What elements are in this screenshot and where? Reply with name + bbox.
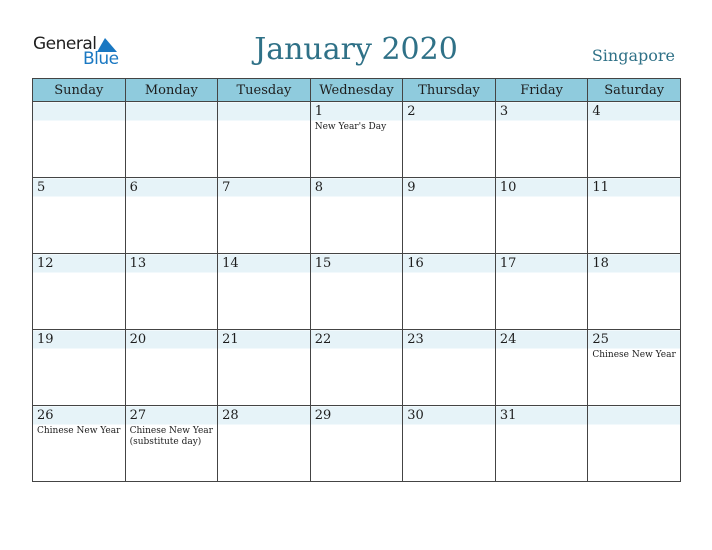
holiday-label <box>33 196 125 198</box>
day-number: 31 <box>499 408 517 423</box>
day-number: 15 <box>314 256 332 271</box>
day-number: 2 <box>407 104 416 119</box>
day-cell <box>588 178 681 254</box>
day-cell <box>33 406 126 482</box>
day-number: 14 <box>222 256 239 271</box>
day-cell <box>33 102 126 178</box>
day-cell <box>125 178 218 254</box>
day-number: 23 <box>407 332 424 347</box>
holiday-label <box>496 120 588 122</box>
week-row-1 <box>33 102 681 178</box>
holiday-label <box>33 120 125 122</box>
holiday-label <box>403 196 495 198</box>
holiday-label <box>403 424 495 426</box>
day-cell <box>218 102 311 178</box>
holiday-label: Chinese New Year (substitute day) <box>129 426 213 447</box>
day-cell <box>218 330 311 406</box>
week-row-3 <box>33 254 681 330</box>
week-row-4 <box>33 330 681 406</box>
holiday-label <box>311 424 403 426</box>
day-number: 5 <box>37 180 46 195</box>
day-cell <box>495 406 588 482</box>
day-number: 21 <box>222 332 239 347</box>
day-number <box>218 102 310 120</box>
day-cell <box>218 406 311 482</box>
day-number: 3 <box>499 104 509 119</box>
day-number: 11 <box>592 180 609 195</box>
day-number: 19 <box>37 332 54 347</box>
day-number: 4 <box>592 104 601 119</box>
day-number: 9 <box>407 180 416 195</box>
day-number: 18 <box>592 256 609 271</box>
day-cell <box>125 330 218 406</box>
holiday-label <box>311 272 403 274</box>
day-cell <box>403 102 496 178</box>
holiday-label: Chinese New Year <box>37 426 121 436</box>
calendar-title: January 2020 <box>254 32 458 67</box>
weekday-header-tuesday: Tuesday <box>218 79 311 102</box>
day-number: 20 <box>129 332 147 347</box>
day-number: 8 <box>314 180 323 195</box>
holiday-label: Chinese New Year <box>592 350 676 360</box>
holiday-label <box>588 120 680 122</box>
day-number: 29 <box>314 408 332 423</box>
day-number: 1 <box>314 104 323 119</box>
holiday-label <box>588 272 680 274</box>
day-number: 6 <box>129 180 138 195</box>
holiday-label <box>403 272 495 274</box>
holiday-label <box>496 196 588 198</box>
day-cell <box>310 254 403 330</box>
day-number: 12 <box>37 256 54 271</box>
day-number: 26 <box>37 408 54 423</box>
holiday-label <box>588 196 680 198</box>
logo-word-general: General <box>33 34 97 54</box>
logo-word-blue: Blue <box>83 49 119 69</box>
day-cell <box>403 330 496 406</box>
day-cell <box>310 102 403 178</box>
calendar-grid <box>32 78 681 482</box>
weekday-header-saturday: Saturday <box>588 79 681 102</box>
holiday-label <box>33 348 125 350</box>
country-label: Singapore <box>591 46 675 65</box>
holiday-label <box>218 120 310 122</box>
day-cell <box>403 406 496 482</box>
weekday-header-thursday: Thursday <box>403 79 496 102</box>
holiday-label: New Year's Day <box>314 122 387 132</box>
holiday-label <box>126 120 218 122</box>
day-number: 10 <box>499 180 517 195</box>
day-cell <box>310 330 403 406</box>
holiday-label <box>496 348 588 350</box>
holiday-label <box>218 348 310 350</box>
holiday-label <box>311 196 403 198</box>
day-cell <box>588 406 681 482</box>
day-number <box>126 102 218 120</box>
day-cell <box>588 330 681 406</box>
holiday-label <box>403 120 495 122</box>
day-cell <box>495 178 588 254</box>
day-cell <box>403 178 496 254</box>
day-number <box>588 406 680 424</box>
day-number: 22 <box>314 332 332 347</box>
holiday-label <box>311 348 403 350</box>
day-number: 25 <box>592 332 609 347</box>
holiday-label <box>496 272 588 274</box>
day-cell <box>588 254 681 330</box>
day-cell <box>33 330 126 406</box>
day-cell <box>218 254 311 330</box>
day-cell <box>125 406 218 482</box>
day-number: 28 <box>222 408 239 423</box>
day-number: 7 <box>222 180 231 195</box>
holiday-label <box>126 272 218 274</box>
day-number: 13 <box>129 256 147 271</box>
day-cell <box>403 254 496 330</box>
day-cell <box>495 330 588 406</box>
holiday-label <box>218 272 310 274</box>
holiday-label <box>218 424 310 426</box>
weekday-header-sunday: Sunday <box>33 79 126 102</box>
holiday-label <box>126 196 218 198</box>
day-number: 17 <box>499 256 517 271</box>
day-cell <box>310 406 403 482</box>
day-cell <box>125 254 218 330</box>
holiday-label <box>218 196 310 198</box>
weekday-header-wednesday: Wednesday <box>310 79 403 102</box>
day-number: 30 <box>407 408 424 423</box>
day-number <box>33 102 125 120</box>
day-cell <box>33 178 126 254</box>
day-cell <box>310 178 403 254</box>
weekday-header-monday: Monday <box>125 79 218 102</box>
holiday-label <box>126 348 218 350</box>
day-number: 16 <box>407 256 424 271</box>
day-cell <box>495 254 588 330</box>
day-cell <box>33 254 126 330</box>
holiday-label <box>496 424 588 426</box>
day-cell <box>588 102 681 178</box>
day-number: 27 <box>129 408 147 423</box>
weekday-header-friday: Friday <box>495 79 588 102</box>
day-cell <box>218 178 311 254</box>
holiday-label <box>33 272 125 274</box>
day-number: 24 <box>499 332 517 347</box>
day-cell <box>125 102 218 178</box>
holiday-label <box>403 348 495 350</box>
holiday-label <box>588 424 680 426</box>
week-row-5 <box>33 406 681 482</box>
weekday-header-row <box>33 79 681 102</box>
day-cell <box>495 102 588 178</box>
week-row-2 <box>33 178 681 254</box>
